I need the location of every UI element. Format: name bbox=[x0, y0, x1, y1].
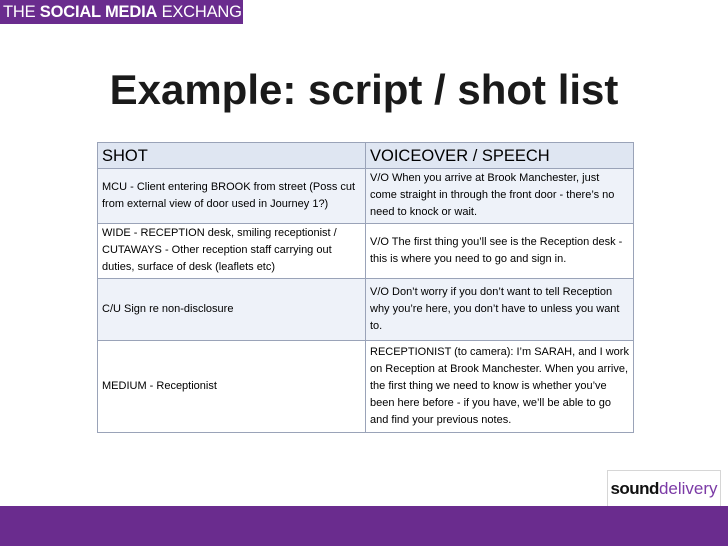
sounddelivery-logo bbox=[607, 470, 721, 506]
brand-logo-bar bbox=[0, 0, 253, 24]
brand-suffix: EXCHANGE bbox=[157, 3, 253, 21]
voiceover-cell: V/O Don’t worry if you don’t want to tell Reception why you’re here, you don’t have to unless you want to. bbox=[366, 279, 634, 341]
brand-bold: SOCIAL MEDIA bbox=[39, 3, 158, 21]
footer-bar bbox=[0, 506, 728, 546]
script-table bbox=[97, 142, 634, 433]
shot-cell: MEDIUM - Receptionist bbox=[98, 341, 366, 433]
brand-prefix: THE bbox=[3, 3, 40, 21]
voiceover-cell: RECEPTIONIST (to camera): I’m SARAH, and I work on Reception at Brook Manchester. When you arrive, the first thing we need to know is whether you’ve been here before - if you have, we’ll be able to go and find your previous notes. bbox=[366, 341, 634, 433]
slide-title: Example: script / shot list bbox=[109, 66, 619, 113]
logo-sound: sound bbox=[610, 479, 659, 498]
table-header-row bbox=[98, 143, 634, 169]
voiceover-cell: V/O When you arrive at Brook Manchester, just come straight in through the front door - there’s no need to knock or wait. bbox=[366, 169, 634, 224]
table-row bbox=[98, 169, 634, 224]
table-row bbox=[98, 224, 634, 279]
shot-cell: MCU - Client entering BROOK from street (Poss cut from external view of door used in Journey 1?) bbox=[98, 169, 366, 224]
voiceover-cell: V/O The first thing you’ll see is the Reception desk - this is where you need to go and sign in. bbox=[366, 224, 634, 279]
shot-cell: WIDE - RECEPTION desk, smiling receptionist / CUTAWAYS - Other reception staff carrying out duties, surface of desk (leaflets etc) bbox=[98, 224, 366, 279]
table-row bbox=[98, 341, 634, 433]
table-row bbox=[98, 279, 634, 341]
shot-cell: C/U Sign re non-disclosure bbox=[98, 279, 366, 341]
header-shot: SHOT bbox=[98, 143, 366, 169]
logo-delivery: delivery bbox=[658, 479, 718, 498]
header-voiceover: VOICEOVER / SPEECH bbox=[366, 143, 634, 169]
